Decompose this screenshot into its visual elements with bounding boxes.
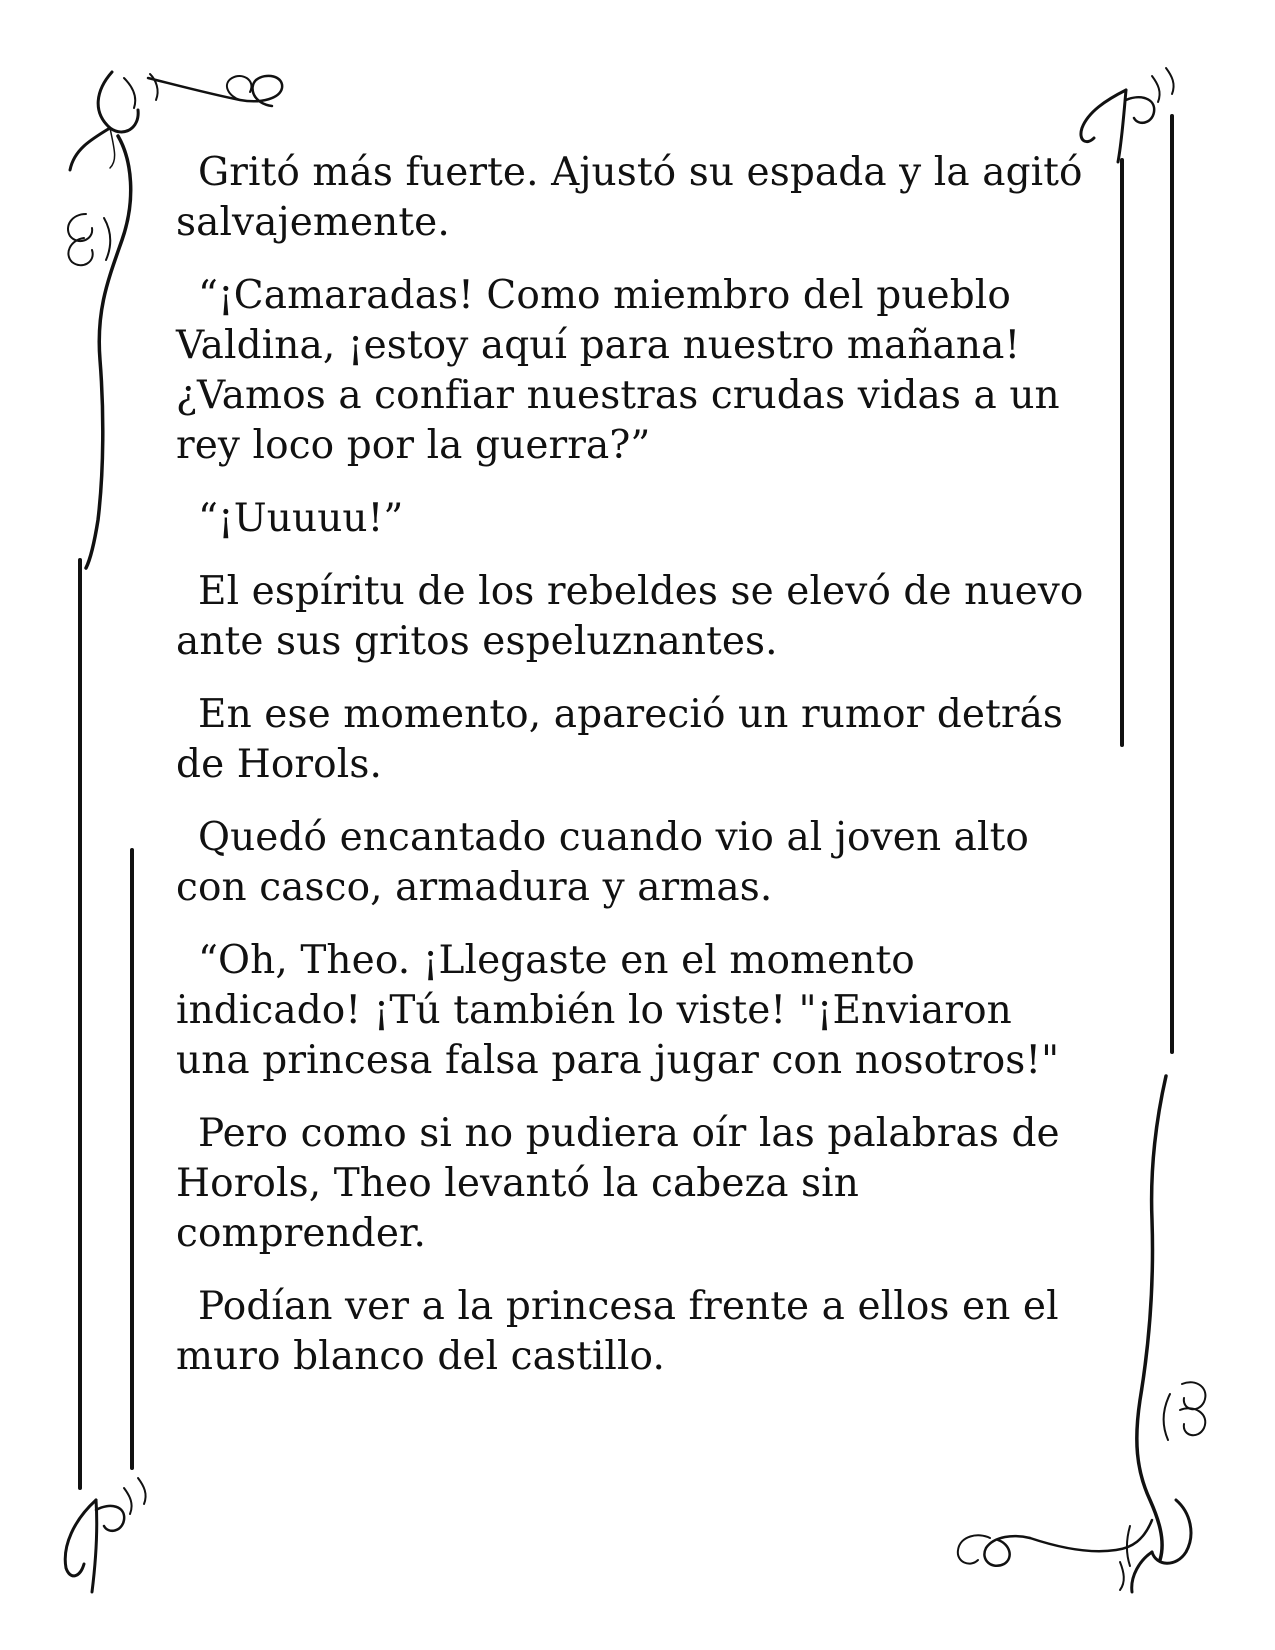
story-text [176,148,1086,1405]
paragraph-7: “Oh, Theo. ¡Llegaste en el momento indicado! ¡Tú también lo viste! "¡Enviaron una princesa falsa para jugar con nosotros!" [176,938,1060,1083]
paragraph-1: Gritó más fuerte. Ajustó su espada y la agitó salvajemente. [176,150,1083,245]
paragraph-9: Podían ver a la princesa frente a ellos en el muro blanco del castillo. [176,1284,1059,1379]
top-right-flourish-ornament [1081,68,1174,162]
bottom-left-flourish-ornament [65,1478,145,1592]
paragraph-5: En ese momento, apareció un rumor detrás de Horols. [176,692,1064,787]
paragraph-6: Quedó encantado cuando vio al joven alto con casco, armadura y armas. [176,815,1029,910]
paragraph-3: “¡Uuuuu!” [198,496,404,541]
paragraph-8: Pero como si no pudiera oír las palabras de Horols, Theo levantó la cabeza sin comprender. [176,1111,1060,1256]
paragraph-2: “¡Camaradas! Como miembro del pueblo Valdina, ¡estoy aquí para nuestro mañana! ¿Vamos a confiar nuestras crudas vidas a un rey loco por la guerra?” [176,273,1060,468]
paragraph-4: El espíritu de los rebeldes se elevó de nuevo ante sus gritos espeluznantes. [176,569,1084,664]
